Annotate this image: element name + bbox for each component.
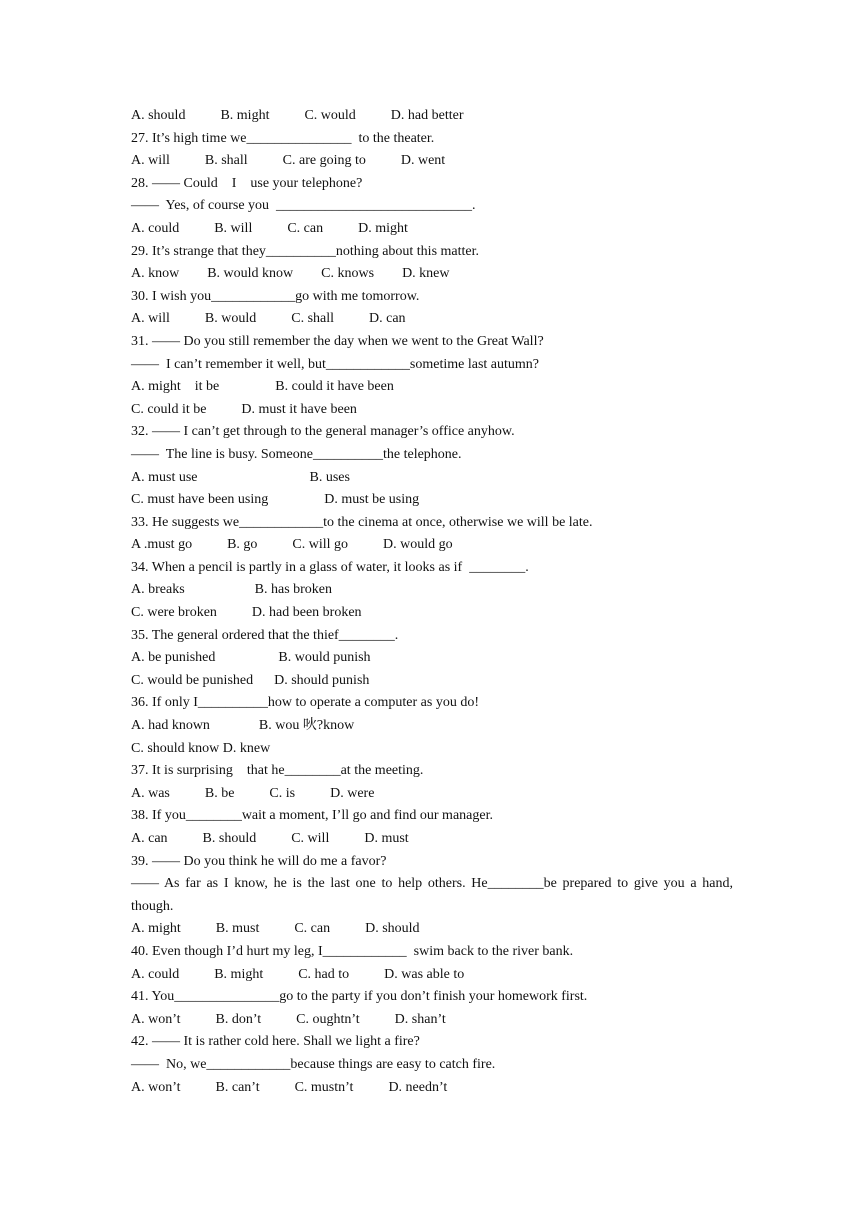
answer-options-36-c-d: C. should know D. knew [131,740,271,756]
question-29: 29. It’s strange that they__________nothing about this matter. [131,243,480,259]
question-34: 34. When a pencil is partly in a glass of water, it looks as if ________. [131,559,529,575]
answer-options-35-c-d: C. would be punished D. should punish [131,672,370,688]
question-37: 37. It is surprising that he________at the meeting. [131,763,424,779]
answer-options-32-c-d: C. must have been using D. must be using [131,492,420,508]
question-39: 39. —— Do you think he will do me a favor? [131,853,387,869]
question-28: 28. —— Could I use your telephone? [131,175,363,191]
answer-options-35-a-b: A. be punished B. would punish [131,650,371,666]
answer-options-37: A. was B. be C. is D. were [131,785,375,801]
question-33: 33. He suggests we____________to the cinema at once, otherwise we will be late. [131,514,593,530]
question-35: 35. The general ordered that the thief________. [131,627,399,643]
answer-options-34-a-b: A. breaks B. has broken [131,582,333,598]
question-41: 41. You_______________go to the party if you don’t finish your homework first. [131,989,588,1005]
answer-options-41: A. won’t B. don’t C. oughtn’t D. shan’t [131,1011,446,1027]
answer-options-40: A. could B. might C. had to D. was able to [131,966,465,982]
question-27: 27. It’s high time we_______________ to the theater. [131,130,435,146]
question-36: 36. If only I__________how to operate a computer as you do! [131,695,479,711]
question-32: 32. —— I can’t get through to the general manager’s office anyhow. [131,424,515,440]
question-31-reply: —— I can’t remember it well, but____________sometime last autumn? [131,356,539,372]
answer-options-26: A. should B. might C. would D. had better [131,108,464,123]
answer-options-38: A. can B. should C. will D. must [131,831,409,846]
answer-options-31-a-b: A. might it be B. could it have been [131,379,394,395]
question-38: 38. If you________wait a moment, I’ll go and find our manager. [131,808,493,824]
answer-options-32-a-b: A. must use B. uses [131,469,350,485]
answer-options-30: A. will B. would C. shall D. can [131,311,406,327]
answer-options-36-a-b: A. had known B. wou 吙?know [131,718,355,734]
question-39-reply: —— As far as I know, he is the last one to help others. He________be prepared to give you a hand, though. [131,876,733,914]
answer-options-27: A. will B. shall C. are going to D. went [131,153,446,169]
answer-options-29: A. know B. would know C. knows D. knew [131,266,450,282]
question-31: 31. —— Do you still remember the day when we went to the Great Wall? [131,333,544,349]
answer-options-33: A .must go B. go C. will go D. would go [131,537,453,553]
question-40: 40. Even though I’d hurt my leg, I____________ swim back to the river bank. [131,943,574,959]
question-list [131,105,733,1099]
answer-options-31-c-d: C. could it be D. must it have been [131,401,357,417]
answer-options-34-c-d: C. were broken D. had been broken [131,605,362,621]
question-42: 42. —— It is rather cold here. Shall we light a fire? [131,1034,420,1050]
question-28-reply: —— Yes, of course you ____________________________. [131,198,476,214]
answer-options-28: A. could B. will C. can D. might [131,220,408,236]
answer-options-39: A. might B. must C. can D. should [131,921,420,937]
question-42-reply: —— No, we____________because things are easy to catch fire. [131,1056,496,1072]
answer-options-42: A. won’t B. can’t C. mustn’t D. needn’t [131,1079,448,1095]
question-30: 30. I wish you____________go with me tomorrow. [131,288,420,304]
question-32-reply: —— The line is busy. Someone__________the telephone. [131,446,462,462]
